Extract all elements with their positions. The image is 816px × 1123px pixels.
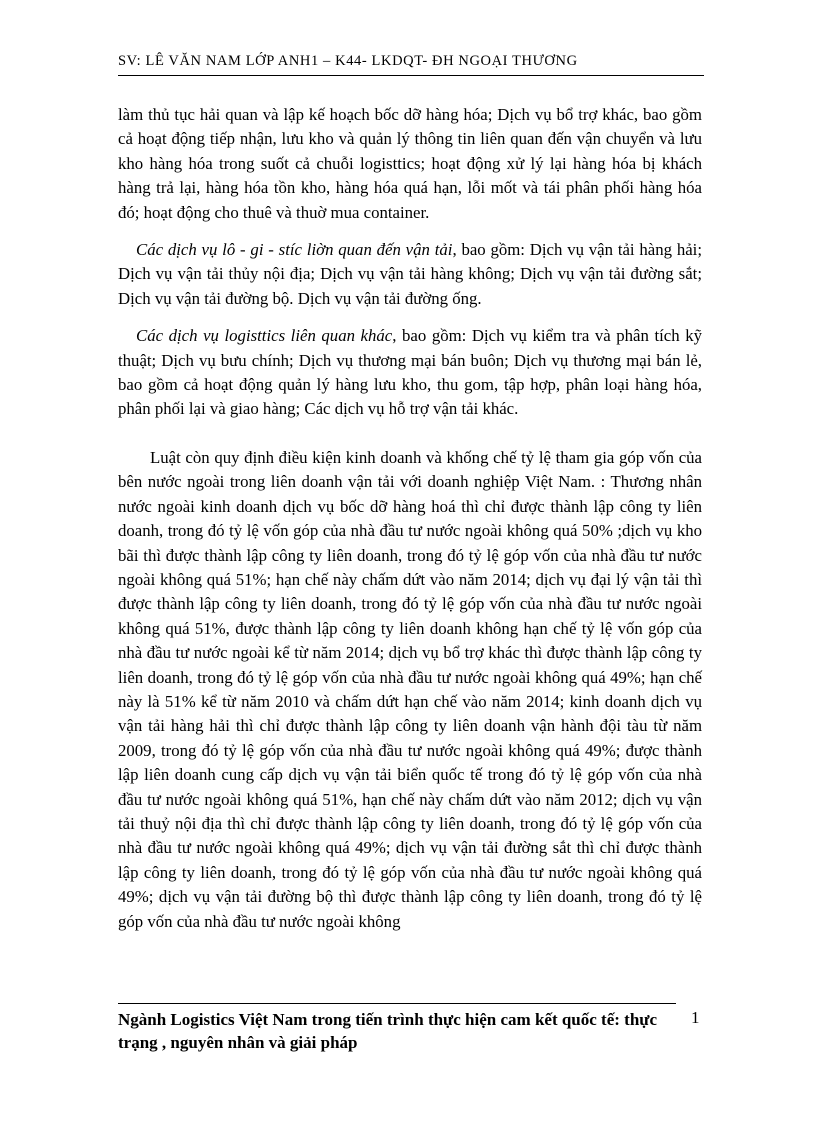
continuation-paragraph: làm thủ tục hải quan và lập kế hoạch bốc dỡ hàng hóa; Dịch vụ bổ trợ khác, bao gồm cả hoạt động tiếp nhận, lưu kho và quản lý thông tin liên quan đến vận chuyển và lưu kho hàng hóa trong suốt cả chuỗi logisttics; hoạt động xử lý lại hàng hóa bị khách hàng trả lại, hàng hóa tồn kho, hàng hóa quá hạn, lỗi mốt và tái phân phối hàng hóa đó; hoạt động cho thuê và thuờ mua container.: [118, 105, 702, 222]
footer-title: Ngành Logistics Việt Nam trong tiến trình thực hiện cam kết quốc tế: thực trạng , nguyên nhân và giải pháp: [118, 1010, 658, 1052]
other-services-paragraph: [118, 324, 702, 422]
other-services-text: , bao gồm: Dịch vụ kiểm tra và phân tích kỹ thuật; Dịch vụ bưu chính; Dịch vụ thương mại bán buôn; Dịch vụ thương mại bán lẻ, bao gồm cả hoạt động quản lý hàng lưu kho, thu gom, tập hợp, phân loại hàng hóa, phân phối lại và giao hàng; Các dịch vụ hỗ trợ vận tải khác.: [118, 326, 702, 419]
header-divider: [118, 75, 704, 76]
page-number: 1: [691, 1008, 700, 1027]
transport-services-paragraph: [118, 238, 702, 311]
document-body: [118, 103, 702, 934]
transport-services-heading: Các dịch vụ lô - gi - stíc liờn quan đến vận tải: [136, 240, 453, 260]
law-paragraph: Luật còn quy định điều kiện kinh doanh và khống chế tỷ lệ tham gia góp vốn của bên nước ngoài trong liên doanh vận tải với doanh nghiệp Việt Nam. : Thương nhân nước ngoài kinh doanh dịch vụ bốc dỡ hàng hoá thì chỉ được thành lập công ty liên doanh, trong đó tỷ lệ vốn góp của nhà đầu tư nước ngoài không quá 50% ;dịch vụ kho bãi thì được thành lập công ty liên doanh, trong đó tỷ lệ góp vốn của nhà đầu tư nước ngoài không quá 51%; hạn chế này chấm dứt vào năm 2014; dịch vụ đại lý vận tải thì được thành lập công ty liên doanh, trong đó tỷ lệ góp vốn của nhà đầu tư nước ngoài không quá 51%, được thành lập công ty liên doanh không hạn chế tỷ lệ vốn góp của nhà đầu tư nước ngoài kể từ năm 2014; dịch vụ bổ trợ khác thì được thành lập công ty liên doanh, trong đó tỷ lệ góp vốn của nhà đầu tư nước ngoài không quá 49%; hạn chế này là 51% kể từ năm 2010 và chấm dứt hạn chế vào năm 2014; kinh doanh dịch vụ vận tải hàng hải thì chỉ được thành lập công ty liên doanh vận hành đội tàu từ năm 2009, trong đó tỷ lệ góp vốn của nhà đầu tư nước ngoài không quá 49%; được thành lập liên doanh cung cấp dịch vụ vận tải biển quốc tế trong đó tỷ lệ góp vốn của nhà đầu tư nước ngoài không quá 51%, hạn chế này chấm dứt vào năm 2012; dịch vụ vận tải thuỷ nội địa thì chỉ được thành lập công ty liên doanh, trong đó tỷ lệ góp vốn của nhà đầu tư nước ngoài không quá 49%; dịch vụ vận tải đường sắt thì chỉ được thành lập công ty liên doanh, trong đó tỷ lệ góp vốn của nhà đầu tư nước ngoài không quá 49%; dịch vụ vận tải đường bộ thì được thành lập công ty liên doanh, trong đó tỷ lệ góp vốn của nhà đầu tư nước ngoài không: [118, 447, 702, 931]
running-header: SV: LÊ VĂN NAM LỚP ANH1 – K44- LKDQT- ĐH NGOẠI THƯƠNG: [118, 53, 578, 69]
transport-services-text: , bao gồm: Dịch vụ vận tải hàng hải; Dịch vụ vận tải thủy nội địa; Dịch vụ vận tải hàng không; Dịch vụ vận tải đường sắt; Dịch vụ vận tải đường bộ. Dịch vụ vận tải đường ống.: [118, 240, 702, 308]
other-services-heading: Các dịch vụ logisttics liên quan khác: [136, 326, 393, 346]
footer-divider: [118, 1003, 676, 1004]
